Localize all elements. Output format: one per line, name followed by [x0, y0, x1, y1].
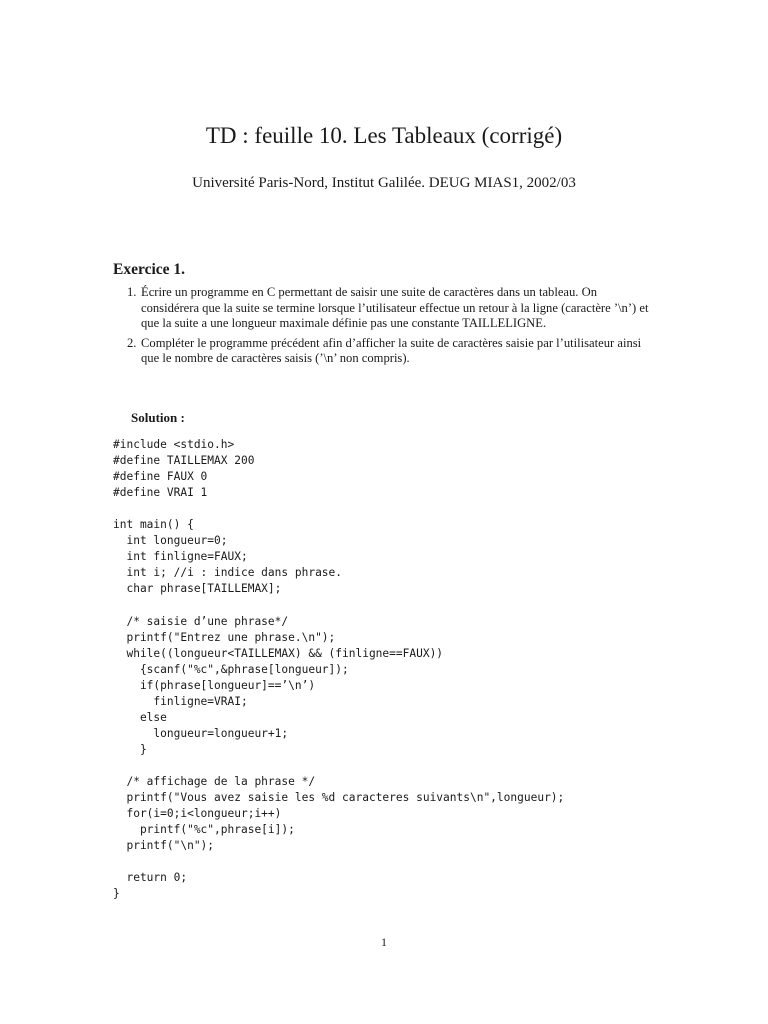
code-line: [113, 854, 713, 870]
code-line: /* saisie d’une phrase*/: [113, 614, 289, 628]
code-line: #include <stdio.h>: [113, 438, 235, 451]
code-line: else: [113, 710, 167, 724]
code-line: }: [113, 742, 147, 756]
code-line: }: [113, 887, 120, 901]
code-line: int finligne=FAUX;: [113, 550, 248, 564]
solution-label: Solution :: [131, 410, 185, 425]
code-line: printf("\n");: [113, 839, 215, 853]
code-line: [113, 758, 713, 774]
document-subtitle: Université Paris-Nord, Institut Galilée. DEUG MIAS1, 2002/03: [192, 175, 576, 191]
code-line: printf("Vous avez saisie les %d caracteres suivants\n",longueur);: [113, 791, 565, 805]
document-title: TD : feuille 10. Les Tableaux (corrigé): [205, 123, 563, 148]
code-line: #define TAILLEMAX 200: [113, 454, 255, 468]
code-line: if(phrase[longueur]==’\n’): [113, 678, 316, 692]
list-item-number: 2.: [127, 335, 137, 350]
exercise-heading: Exercice 1.: [113, 261, 186, 278]
code-line: finligne=VRAI;: [113, 694, 248, 708]
code-line: for(i=0;i<longueur;i++): [113, 807, 282, 821]
code-line: return 0;: [113, 871, 188, 885]
list-item-text: Écrire un programme en C permettant de saisir une suite de caractères dans un tableau. On considérera que la suite se termine lorsque l’utilisateur effectue un retour à la ligne (caractère ’\n’) et que la suite a une longueur maximale définie pas une constante TAILLELIGNE.: [141, 285, 649, 330]
list-item-text: Compléter le programme précédent afin d’afficher la suite de caractères saisie par l’utilisateur ainsi que le nombre de caractères saisis (’\n’ non compris).: [141, 335, 642, 365]
code-line: char phrase[TAILLEMAX];: [113, 582, 282, 596]
code-line: /* affichage de la phrase */: [113, 774, 316, 788]
code-block: [113, 437, 713, 902]
list-item: [113, 285, 653, 332]
code-line: int i; //i : indice dans phrase.: [113, 566, 343, 580]
code-line: {scanf("%c",&phrase[longueur]);: [113, 662, 349, 676]
page-number: 1: [381, 935, 387, 949]
code-line: int main() {: [113, 518, 194, 532]
code-line: printf("%c",phrase[i]);: [113, 823, 295, 837]
code-line: [113, 501, 713, 517]
code-line: printf("Entrez une phrase.\n");: [113, 630, 336, 644]
code-line: int longueur=0;: [113, 534, 228, 548]
list-item-number: 1.: [127, 285, 137, 299]
code-line: longueur=longueur+1;: [113, 726, 289, 740]
code-line: #define FAUX 0: [113, 470, 208, 484]
code-line: [113, 597, 713, 613]
code-line: #define VRAI 1: [113, 486, 208, 500]
list-item: [113, 336, 653, 367]
code-line: while((longueur<TAILLEMAX) && (finligne==FAUX)): [113, 646, 444, 660]
exercise-list: [113, 285, 653, 371]
